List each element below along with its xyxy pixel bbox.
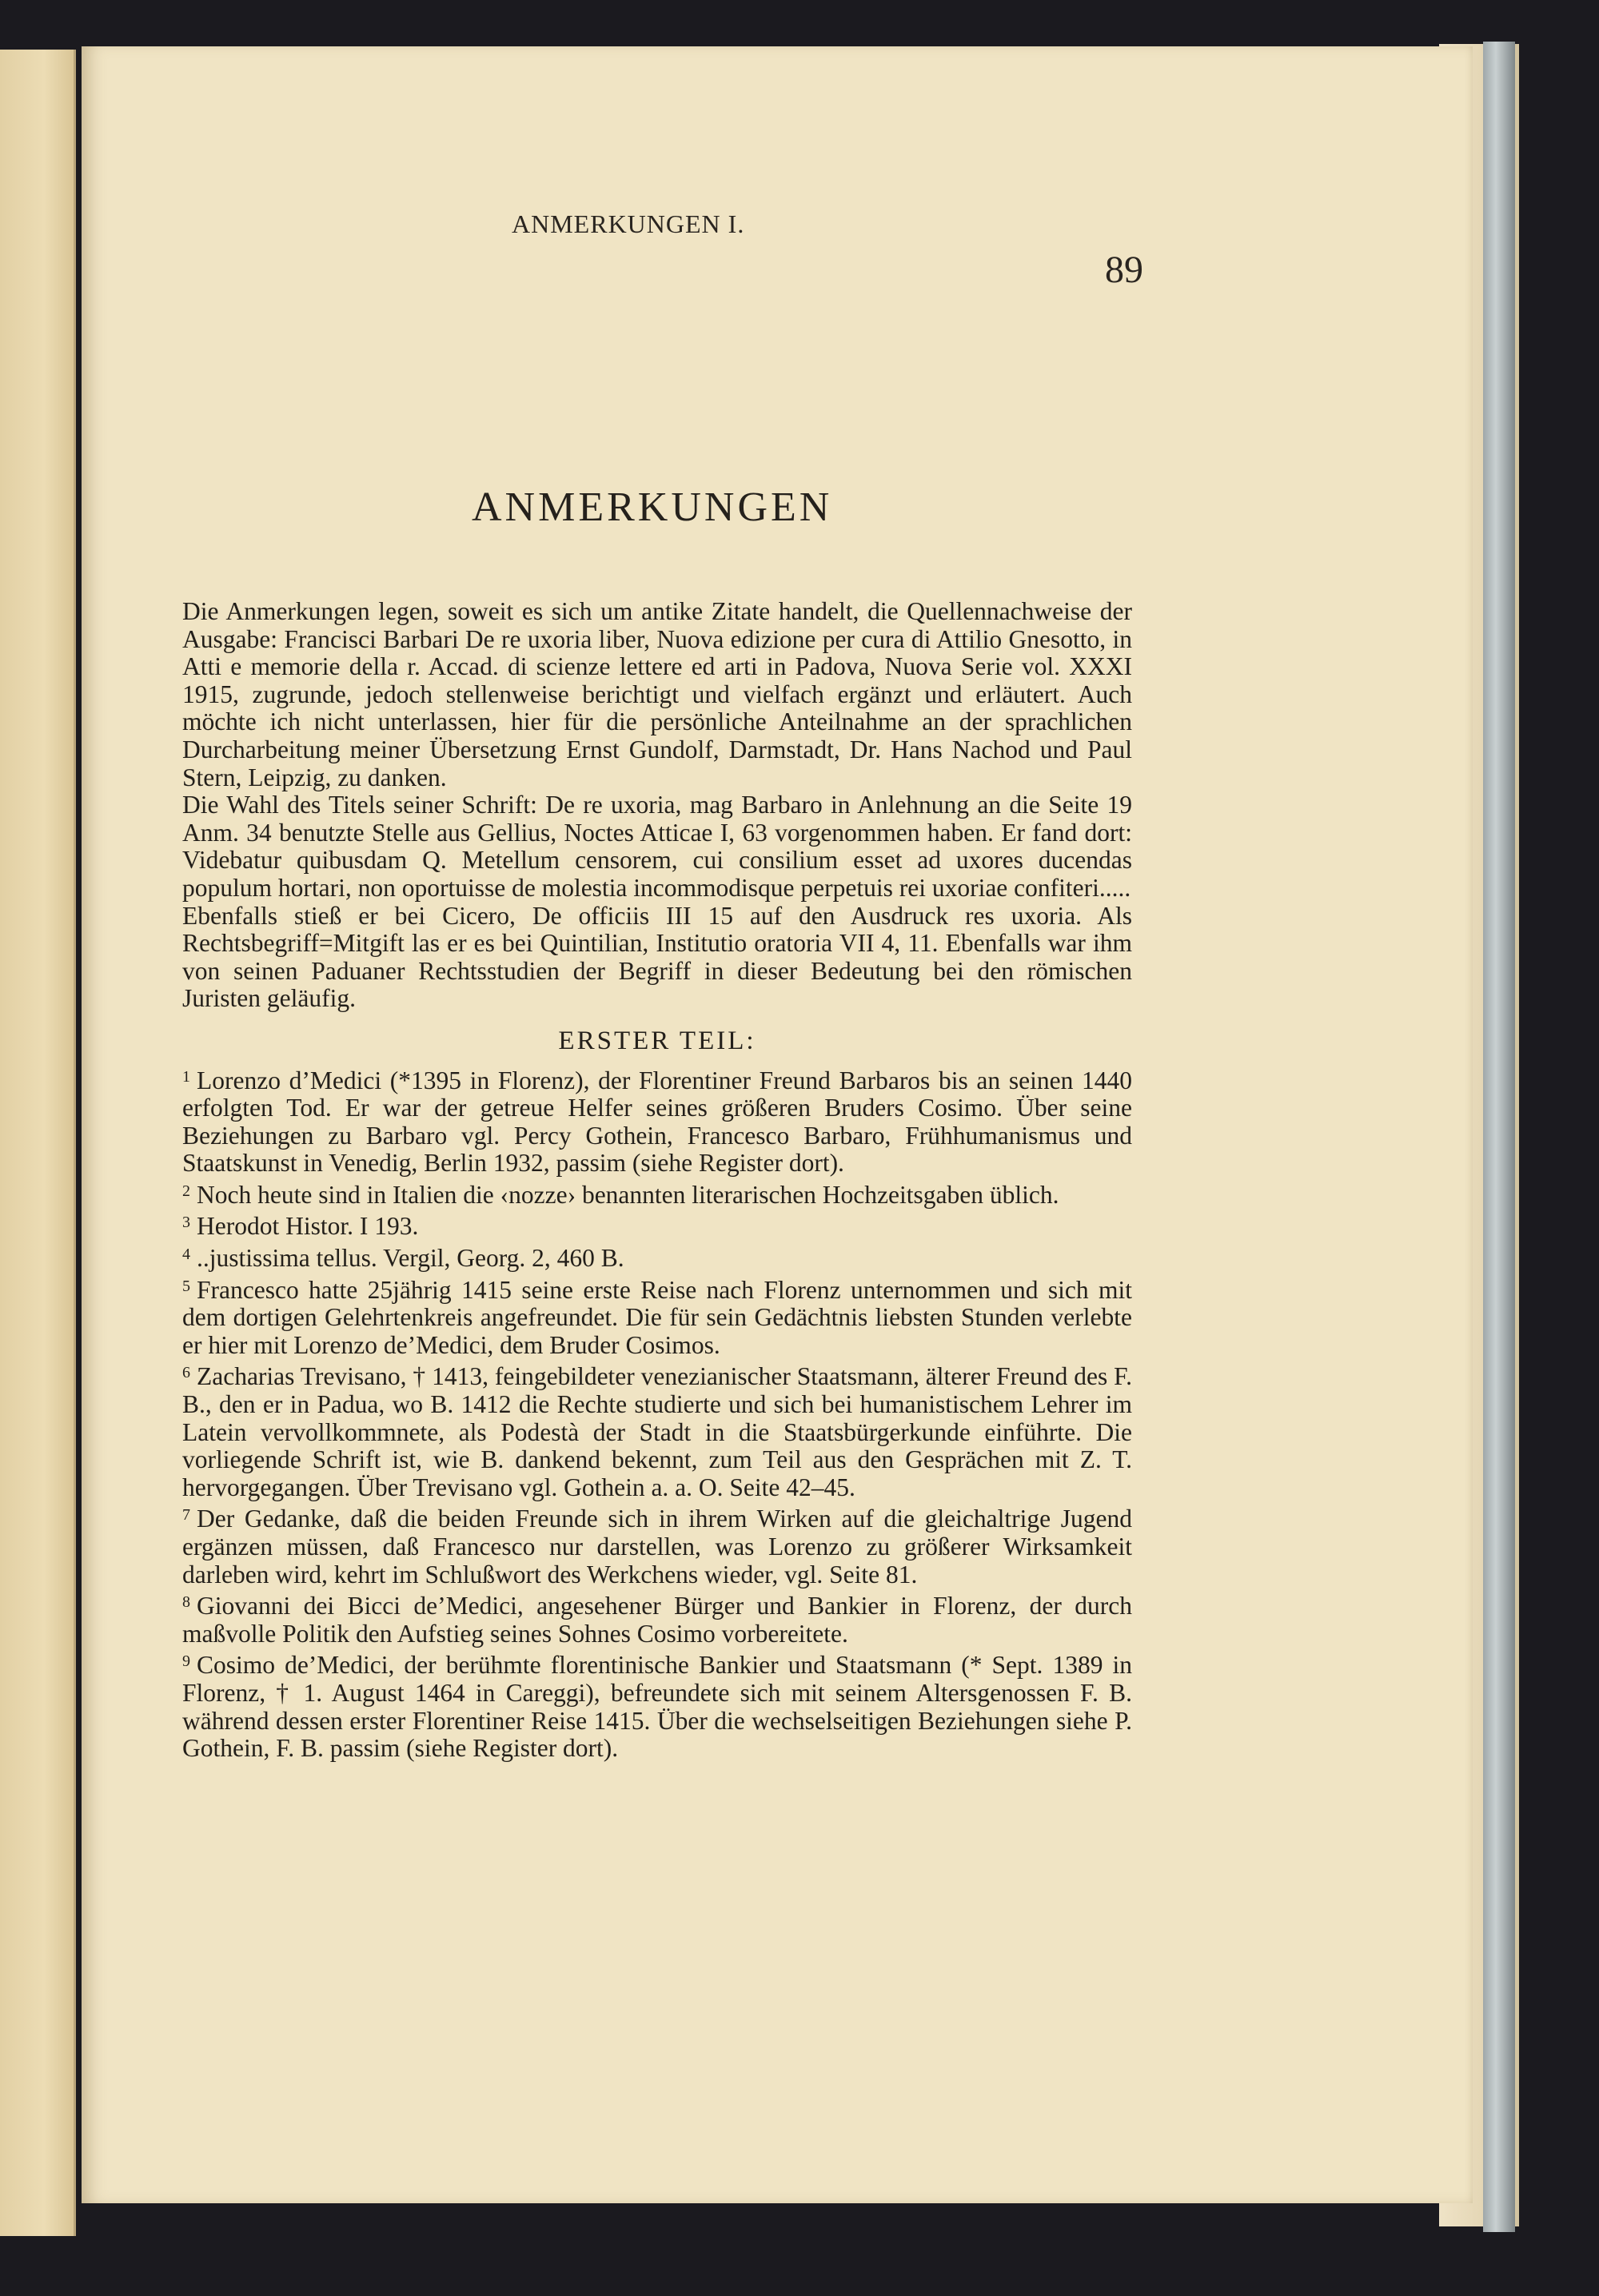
footnote-1 xyxy=(182,1063,1132,1178)
footnote-number: 9 xyxy=(182,1652,190,1671)
footnote-text: Lorenzo d’Medici (*1395 in Florenz), der Florentiner Freund Barbaros bis an seinen 1440 erfolgten Tod. Er war der getreue Helfer seines größeren Bruders Cosimo. Über seine Beziehungen zu Barbaro vgl. Percy Gothein, Francesco Barbaro, Frühhumanismus und Staatskunst in Venedig, Berlin 1932, passim (siehe Register dort). xyxy=(182,1066,1132,1178)
book-cover-edge xyxy=(1483,42,1515,2232)
footnote-text: Zacharias Trevisano, † 1413, feingebildeter venezianischer Staatsmann, älterer Freund des F. B., den er in Padua, wo B. 1412 die Rechte studierte und sich bei humanistischem Lehrer im Latein vervollkommnete, als Podestà der Stadt in die Staatsbürgerkunde einführte. Die vorliegende Schrift ist, wie B. dankend bekennt, zum Teil aus den Gesprächen mit Z. T. hervorgegangen. Über Trevisano vgl. Gothein a. a. O. Seite 42–45. xyxy=(182,1362,1132,1501)
footnote-number: 1 xyxy=(182,1067,190,1086)
intro-paragraph-1: Die Anmerkungen legen, soweit es sich um antike Zitate handelt, die Quellennachweise der Ausgabe: Francisci Barbari De re uxoria liber, Nuova edizione per cura di Attilio Gnesotto, in Atti e memorie della r. Accad. di scienze lettere ed arti in Padova, Nuova Serie vol. XXXI 1915, zugrunde, jedoch stellenweise berichtigt und vielfach ergänzt und erläutert. Auch möchte ich nicht unterlassen, hier für die persönliche Anteilnahme an der sprachlichen Durcharbeitung meiner Übersetzung Ernst Gundolf, Darmstadt, Dr. Hans Nachod und Paul Stern, Leipzig, zu danken. xyxy=(182,597,1132,791)
page-number: 89 xyxy=(1105,249,1143,291)
running-header: ANMERKUNGEN I. xyxy=(512,209,745,238)
section-heading: ERSTER TEIL: xyxy=(558,1026,756,1055)
footnote-number: 6 xyxy=(182,1364,190,1382)
footnote-7 xyxy=(182,1501,1132,1588)
intro-paragraph-3: Ebenfalls stieß er bei Cicero, De officiis III 15 auf den Ausdruck res uxoria. Als Rechtsbegriff=Mitgift las er es bei Quintilian, Institutio oratoria VII 4, 11. Ebenfalls war ihm von seinen Paduaner Rechtsstudien der Begriff in dieser Bedeutung bei den römischen Juristen geläufig. xyxy=(182,901,1132,1013)
footnote-2 xyxy=(182,1178,1132,1210)
footnote-number: 7 xyxy=(182,1506,190,1525)
body-text xyxy=(182,598,1132,1763)
footnote-text: Noch heute sind in Italien die ‹nozze› benannten literarischen Hochzeitsgaben üblich. xyxy=(197,1180,1059,1209)
footnote-text: Der Gedanke, daß die beiden Freunde sich in ihrem Wirken auf die gleichaltrige Jugend ergänzen müssen, daß Francesco nur darstellen, was Lorenzo zu größerer Wirksamkeit darleben wird, kehrt im Schlußwort des Werkchens wieder, vgl. Seite 81. xyxy=(182,1505,1132,1588)
footnote-text: ..justissima tellus. Vergil, Georg. 2, 460 B. xyxy=(197,1244,624,1273)
footnote-number: 4 xyxy=(182,1246,190,1264)
intro-paragraph-2: Die Wahl des Titels seiner Schrift: De re uxoria, mag Barbaro in Anlehnung an die Seite 19 Anm. 34 benutzte Stelle aus Gellius, Noctes Atticae I, 63 vorgenommen haben. Er fand dort: Videbatur quibusdam Q. Metellum censorem, cui consilium esset ad uxores ducendas populum hortari, non oportuisse de molestia incommodisque perpetuis rei uxoriae confiteri..... xyxy=(182,791,1132,902)
footnote-text: Francesco hatte 25jährig 1415 seine erste Reise nach Florenz unternommen und sich mit dem dortigen Gelehrtenkreis angefreundet. Die für sein Gedächtnis liebsten Stunden verlebte er hier mit Lorenzo de’Medici, dem Bruder Cosimos. xyxy=(182,1275,1132,1359)
footnote-number: 5 xyxy=(182,1277,190,1295)
page-title: ANMERKUNGEN xyxy=(472,484,833,530)
left-page-edge xyxy=(0,50,76,2236)
footnote-text: Giovanni dei Bicci de’Medici, angesehener Bürger und Bankier in Florenz, der durch maßvolle Politik den Aufstieg seines Sohnes Cosimo vorbereitete. xyxy=(182,1592,1132,1648)
footnote-number: 2 xyxy=(182,1182,190,1200)
footnote-5 xyxy=(182,1273,1132,1360)
footnote-text: Cosimo de’Medici, der berühmte florentinische Bankier und Staatsmann (* Sept. 1389 in Florenz, † 1. August 1464 in Careggi), befreundete sich mit seinem Altersgenossen F. B. während dessen erster Florentiner Reise 1415. Über die wechselseitigen Beziehungen siehe P. Gothein, F. B. passim (siehe Register dort). xyxy=(182,1651,1132,1763)
footnote-number: 3 xyxy=(182,1214,190,1232)
footnote-number: 8 xyxy=(182,1593,190,1612)
footnote-9 xyxy=(182,1648,1132,1762)
footnote-6 xyxy=(182,1359,1132,1501)
footnote-3 xyxy=(182,1209,1132,1241)
footnote-text: Herodot Histor. I 193. xyxy=(197,1212,419,1241)
footnote-4 xyxy=(182,1241,1132,1273)
footnote-8 xyxy=(182,1588,1132,1648)
